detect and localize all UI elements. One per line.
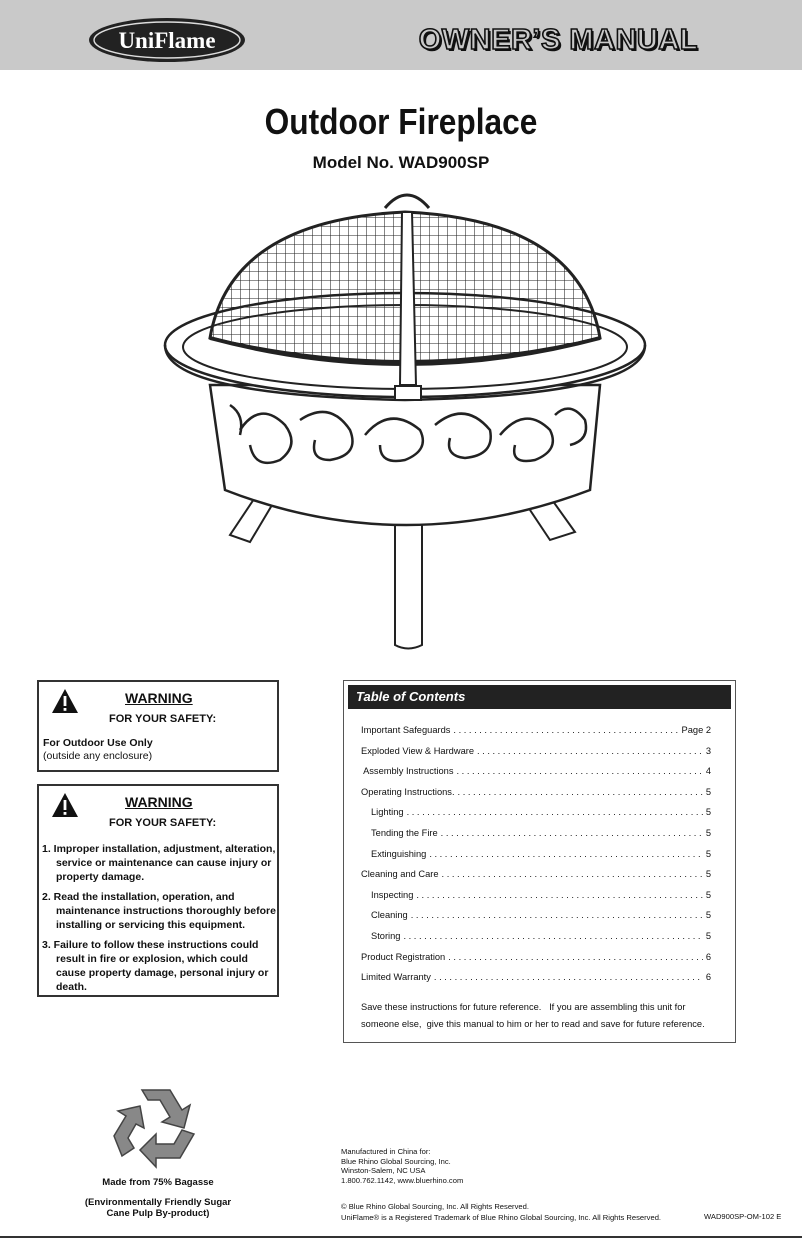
manufacturer-info: Manufactured in China for: Blue Rhino Global Sourcing, Inc. Winston-Salem, NC USA 1.800.762.1142, www.bluerhino.com (341, 1147, 464, 1185)
bagasse-note-line1: (Environmentally Friendly Sugar (84, 1197, 232, 1208)
warning-item: 1. Improper installation, adjustment, alteration, service or maintenance can cause injury or property damage. (42, 843, 276, 883)
warning-item: 3. Failure to follow these instructions could result in fire or explosion, which could cause property damage, personal injury or death. (42, 939, 269, 993)
svg-text:UniFlame: UniFlame (118, 28, 216, 53)
toc-header-bar (348, 685, 731, 709)
toc-entry[interactable]: Cleaning and Care . . . 5 (361, 869, 711, 890)
toc-entry[interactable]: Exploded View & Hardware . . . 3 (361, 746, 711, 767)
toc-heading: Table of Contents (356, 689, 466, 704)
model-number: Model No. WAD900SP (312, 153, 490, 172)
toc-entry[interactable]: Assembly Instructions . . . 4 (361, 766, 711, 787)
warning-triangle-icon (51, 688, 79, 714)
header-band (0, 0, 802, 70)
toc-note: Save these instructions for future reference. If you are assembling this unit for someone else, give this manual to him or her to read and save for future reference. (361, 1002, 705, 1029)
contact-link[interactable]: 1.800.762.1142, www.bluerhino.com (341, 1175, 464, 1185)
copyright-info: © Blue Rhino Global Sourcing, Inc. All Rights Reserved. UniFlame® is a Registered Trademark of Blue Rhino Global Sourcing, Inc. All Rights Reserved. (341, 1202, 662, 1222)
toc-subentry[interactable]: Lighting . . . 5 (361, 807, 711, 828)
toc-list (361, 725, 711, 993)
toc-subentry[interactable]: Extinguishing . . . 5 (361, 849, 711, 870)
toc-entry[interactable]: Important Safeguards . . . Page 2 (361, 725, 711, 746)
warning-list (42, 842, 278, 1000)
bagasse-note-line2: Cane Pulp By-product) (106, 1208, 210, 1219)
warning-subheading: FOR YOUR SAFETY: (109, 713, 217, 725)
toc-subentry[interactable]: Cleaning . . . 5 (361, 910, 711, 931)
enclosure-text: (outside any enclosure) (43, 750, 153, 762)
toc-subentry[interactable]: Tending the Fire . . . 5 (361, 828, 711, 849)
warning-box-installation (37, 784, 279, 997)
product-title: Outdoor Fireplace (264, 101, 538, 142)
toc-subentry[interactable]: Storing . . . 5 (361, 931, 711, 952)
document-number: WAD900SP-OM-102 E (704, 1212, 782, 1221)
warning-box-outdoor-use (37, 680, 279, 772)
toc-subentry[interactable]: Inspecting . . . 5 (361, 890, 711, 911)
owners-manual-title: OWNER’S MANUAL (418, 24, 698, 56)
warning-heading: WARNING (125, 794, 193, 810)
bottom-rule (0, 1236, 802, 1238)
outdoor-use-text: For Outdoor Use Only (43, 737, 153, 749)
warning-triangle-icon (51, 792, 79, 818)
warning-heading: WARNING (125, 690, 193, 706)
warning-subheading: FOR YOUR SAFETY: (109, 817, 217, 829)
table-of-contents (343, 680, 736, 1043)
uniflame-logo (88, 17, 246, 63)
toc-entry[interactable]: Limited Warranty . . . 6 (361, 972, 711, 993)
toc-entry[interactable]: Product Registration . . . 6 (361, 952, 711, 973)
recycle-icon (112, 1086, 202, 1170)
toc-entry[interactable]: Operating Instructions. . . . 5 (361, 787, 711, 808)
warning-item: 2. Read the installation, operation, and maintenance instructions thoroughly before installing or servicing this equipment. (42, 891, 276, 931)
fire-pit-illustration (150, 190, 660, 650)
bagasse-label: Made from 75% Bagasse (102, 1177, 214, 1188)
